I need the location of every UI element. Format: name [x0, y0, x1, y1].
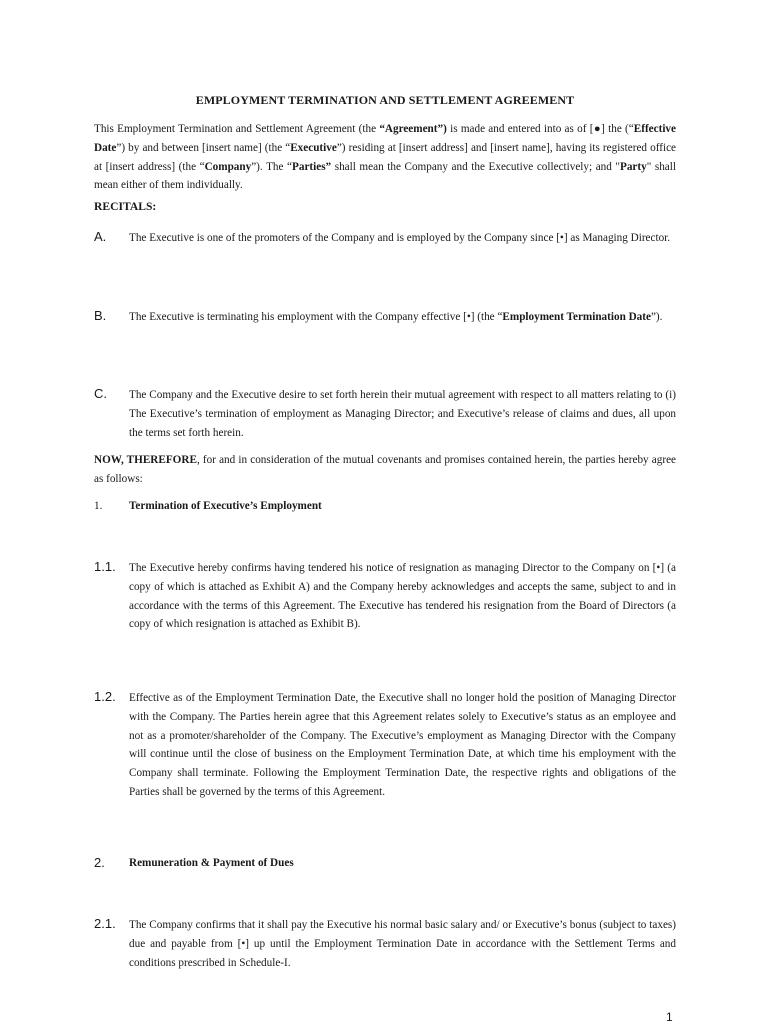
intro-text: ”) residing at [insert address] and [insert name], having its registered office at [insert address] (the “	[94, 141, 676, 173]
clause-2-1-text: The Company confirms that it shall pay the Executive his normal basic salary and/ or Executive’s bonus (subject to taxes) due and payable from [•] up until the Employment Termination Date in accordance with the Settlement Terms and conditions prescribed in Schedule-I.	[129, 919, 676, 969]
recital-a-marker: A.	[94, 229, 107, 244]
recital-b-marker: B.	[94, 308, 107, 323]
document-title: EMPLOYMENT TERMINATION AND SETTLEMENT AGREEMENT	[195, 93, 575, 107]
recital-c-marker: C.	[94, 386, 107, 401]
intro-text: is made and entered into as of [●] the (“	[446, 123, 634, 135]
now-therefore-text: , for and in consideration of the mutual covenants and promises contained herein, the parties hereby agree as follows:	[94, 454, 677, 485]
effective-date-label: Effective Date	[94, 123, 676, 154]
clause-2-1-marker: 2.1.	[94, 916, 116, 931]
section-2-title: Remuneration & Payment of Dues	[129, 857, 294, 869]
now-therefore-label: NOW, THEREFORE	[94, 454, 197, 466]
recital-b-text-part: The Executive is terminating his employment with the Company effective [•] (the “	[129, 311, 503, 323]
clause-1-2-marker: 1.2.	[94, 689, 116, 704]
parties-label: Parties”	[292, 160, 332, 173]
company-label: Company	[204, 160, 252, 173]
section-1-marker: 1.	[94, 500, 103, 512]
recital-b-text	[129, 308, 676, 327]
now-therefore-paragraph	[94, 451, 676, 489]
intro-text: " shall mean either of them individually.	[94, 160, 676, 192]
intro-paragraph	[94, 120, 676, 195]
intro-text: ”) by and between [insert name] (the “	[116, 141, 291, 154]
recital-a-text: The Executive is one of the promoters of the Company and is employed by the Company since [•] as Managing Director.	[129, 232, 671, 244]
intro-text: This Employment Termination and Settlement Agreement (the	[94, 123, 380, 135]
employment-termination-date-label: Employment Termination Date	[502, 311, 651, 323]
clause-1-1-text: The Executive hereby confirms having tendered his notice of resignation as managing Director to the Company on [•] (a copy of which is attached as Exhibit A) and the Company hereby acknowledges and accepts the same, subject to and in accordance with the terms of this Agreement. The Executive has tendered his resignation from the Board of Directors (a copy of which resignation is attached as Exhibit B).	[129, 562, 676, 631]
clause-1-2-text: Effective as of the Employment Termination Date, the Executive shall no longer hold the position of Managing Director with the Company. The Parties herein agree that this Agreement relates solely to Executive’s status as an employee and not as a promoter/shareholder of the Company. The Executive’s employment as Managing Director with the Company will continue until the close of business on the Employment Termination Date, at which time his employment with the Company shall terminate. Following the Employment Termination Date, the respective rights and obligations of the Parties shall be governed by the terms of this Agreement.	[129, 692, 676, 798]
intro-text: ”). The “	[251, 160, 293, 173]
recitals-heading: RECITALS:	[94, 200, 157, 213]
section-2-marker: 2.	[94, 855, 105, 870]
section-1-title: Termination of Executive’s Employment	[129, 500, 322, 512]
recital-c-text: The Company and the Executive desire to set forth herein their mutual agreement with respect to all matters relating to (i) The Executive’s termination of employment as Managing Director; and Executive’s release of claims and dues, all upon the terms set forth herein.	[129, 389, 676, 439]
page-number: 1	[666, 1010, 673, 1024]
clause-1-1-marker: 1.1.	[94, 559, 116, 574]
intro-text: shall mean the Company and the Executive collectively; and "	[331, 160, 620, 173]
agreement-label: “Agreement”)	[379, 123, 447, 135]
recital-b-text-part: ”).	[650, 311, 663, 323]
executive-label: Executive	[290, 141, 337, 154]
party-label: Party	[620, 160, 647, 173]
